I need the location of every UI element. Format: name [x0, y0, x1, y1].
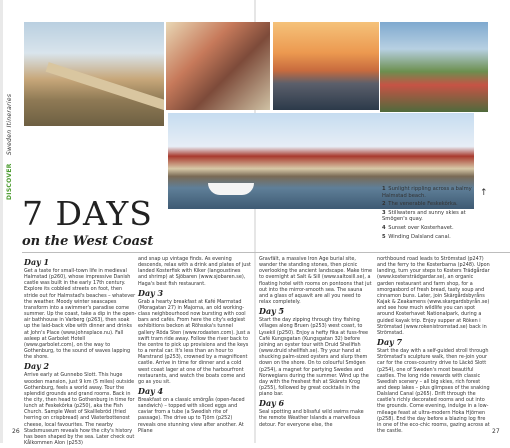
- day-heading: Day 7: [377, 337, 403, 348]
- body-paragraph: and snap up vintage finds. As evening descends, relax with a drink and plates of just landed Kosterfisk with Kiker (langoustines and shrimp) at Sjöbaren (www.sjobaren.se), Haga's best fish restaurant.: [138, 256, 251, 287]
- page-edge-tab: [0, 0, 3, 443]
- caption: 4 Sunset over Kosterhavet.: [382, 224, 454, 231]
- body-paragraph: Gravfält, a massive Iron Age burial site, wander the standing stones, then picnic overlooking the ancient landscape. Make time to overnight at Salt & Sill (www.saltosill.se), a floating hotel with rooms on pontoons that jut out into the mirror-smooth sea. The sauna and a glass of aquavit are all you need to relax completely.: [259, 256, 373, 306]
- body-paragraph: northbound road leads to Strömstad (p247) and the ferry to the Kosterbarna (p248). Upon landing, turn your steps to Kosters Trädgårdar (www.kostersträdgardar.se), an organic garden restaurant and farm shop, for a smorgasbord of fresh bread, tasty soup and cinnamon buns. Later, join Skärgårdsbyråns Kajak & Zeakamens (www.skargardsbyrån.se) and see how much wildlife you can spot around Kosterhavet Nationalpark, during a guided kayak trip. Enjoy supper at Röken i Strömstad (www.rokenistromstad.se) back in Strömstad.: [377, 256, 490, 336]
- page-subtitle: on the West Coast: [22, 234, 154, 249]
- page-title: 7 DAYS: [22, 194, 153, 233]
- day-heading: Day 6: [259, 398, 285, 409]
- caption: 2 The venerable Feskekôrka.: [382, 201, 458, 208]
- photo-sunset-kosterhavet: [273, 22, 379, 110]
- runner-section: DISCOVER: [6, 163, 13, 200]
- photo-feskekorka: [166, 22, 270, 110]
- day-heading: Day 2: [24, 361, 50, 372]
- text-column-3: [259, 256, 372, 430]
- body-paragraph: Seal spotting and blissful wild swims make the remote Weather Islands a marvellous detour. For everyone else, the: [259, 409, 364, 428]
- body-paragraph: Grab a hearty breakfast at Kafé Marmstad (Moragatan 27) in Majorna, an old working-class neighbourhood now bursting with cool bars and cafés. From here the city's edgiest exhibitions beckon at Röhsska's tunnel gallery Röda Sten (www.rodasten.com). Just a swift tram ride away. Follow the river back to the centre to pick up provisions and the keys to a rental car. It's less than an hour to Marstrand (p253), crowned by a magnificent castle. Arrive in time for dinner and a cold west coast lager at one of the harbourfront restaurants, and watch the boats come and go as you sit.: [138, 298, 250, 385]
- body-paragraph: Breakfast on a classic smörgås (open-faced sandwich) – topped with sliced eggs and caviar from a tube (a Swedish rite of passage). The drive up to Tjörn (p252) reveals one stunning view after another. At Pilane: [138, 396, 245, 434]
- day-heading: Day 1: [24, 257, 50, 267]
- text-column-1: [24, 256, 137, 448]
- text-column-4: [377, 256, 490, 436]
- body-paragraph: Start the day with a self-guided stroll through Strömstad's sculpture walk, then re-join your car for the cross-country drive to Läckö Slott (p254), one of Sweden's most beautiful castles. The long ride rewards with classic Swedish scenery – all big skies, rich forest and deep lakes – plus glimpses of the snaking Dalsland Canal (p265). Drift through the castle's richly decorated rooms and out into the grounds. Come evening, indulge in a low-mileage feast at ultra-modern Hoka Hjörnen (p258). End the day before a blazing log fire in one of the eco-chic rooms, gazing across at the castle.: [377, 348, 490, 435]
- caption: 3 Stillwaters and sunny skies at Smögen's quay.: [382, 209, 466, 223]
- photo-captions: [382, 186, 488, 242]
- caption: 1 Sunlight rippling across a balmy Halmstad beach.: [382, 186, 472, 199]
- photo-halmstad-beach: [24, 22, 164, 126]
- page-number-right: 27: [492, 428, 500, 435]
- day-heading: Day 4: [138, 385, 164, 396]
- page-number-left: 26: [12, 428, 20, 435]
- title-divider: [22, 252, 510, 253]
- text-column-2: [138, 256, 251, 436]
- photo-smogen-village: [380, 22, 488, 112]
- body-paragraph: Arrive early at Gunnebo Slott. This huge wooden mansion, just 9 km (5 miles) outside Gothenburg, feels a world away. Tour the splendid grounds and grand rooms. Back in the city, then head to Gothenburg in time for lunch at Feskekôrka (p250), aka the Fish Church. Sample West of Skalllebröd (fried herring on crispbread) and Västerbottenost cheese, local favourites. The nearby Stadsmuseum reveals how the city's history has been shaped by the sea. Later check out Kålkommen Alon (p253): [24, 372, 135, 447]
- caption: 5 Winding Dalsland canal.: [382, 233, 451, 240]
- body-paragraph: Start the day zipping through tiny fishing villages along Bruen (p253) west coast, to Lysekil (p250). Enjoy a hefty fika at fuss-free Café Kungsgatan (Kungsgatan 32) before joining an oyster tour with Druid Shellfish (www.druid shellfish.se). Try your hand at shucking palm-sized oysters and slurp them down on the shore. On to colourful Smögen (p254), a magnet for partying Swedes and Norwegians during the summer. Wind up the day with the freshest fish at Skärets Krog (p255), followed by great cocktails in the piano bar.: [259, 317, 369, 398]
- runner-title: Sweden Itineraries: [6, 93, 13, 156]
- day-heading: Day 5: [259, 306, 285, 317]
- section-runner: [6, 60, 16, 200]
- day-heading: Day 3: [138, 287, 164, 298]
- body-paragraph: Get a taste for small-town life in medieval Halmstad (p260), whose impressive Danish castle was built in the early 17th century. Explore its cobbled streets on foot, then stride out for Halmstad's beaches – whatever the weather. Moody winter seascapes transform into a swimmer's paradise come summer. Up the coast, take a dip in the open-air bathhouse in Varberg (p263), then soak up the laid-back vibe with dinner and drinks at John's Place (www.johnsplace.nu). Fall asleep at Garbolet Hotell (www.garbolet.com), on the way to Gothenburg, to the sound of waves lapping the shore.: [24, 268, 137, 361]
- up-arrow-icon: ↑: [480, 188, 488, 198]
